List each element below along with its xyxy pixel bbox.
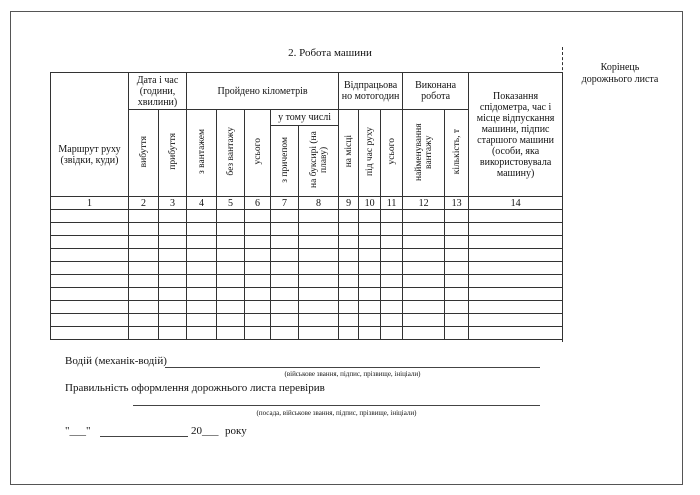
table-cell[interactable]: [299, 223, 339, 236]
table-cell[interactable]: [129, 236, 159, 249]
table-cell[interactable]: [129, 275, 159, 288]
table-row: [51, 301, 563, 314]
header-arrival: прибуття: [159, 110, 187, 197]
table-cell[interactable]: [469, 301, 563, 314]
table-row: [51, 275, 563, 288]
table-cell[interactable]: [359, 327, 381, 340]
column-number: 7: [271, 197, 299, 210]
table-cell[interactable]: [217, 301, 245, 314]
table-cell[interactable]: [381, 223, 403, 236]
table-cell[interactable]: [129, 262, 159, 275]
column-numbers-row: [51, 197, 563, 210]
table-cell[interactable]: [359, 314, 381, 327]
work-table: [50, 72, 563, 340]
column-number: 5: [217, 197, 245, 210]
table-cell[interactable]: [217, 262, 245, 275]
header-with-trailer: з причепом: [271, 126, 299, 197]
table-cell[interactable]: [359, 236, 381, 249]
check-caption: (посада, військове звання, підпис, прізвище, ініціали): [256, 409, 417, 417]
table-cell[interactable]: [187, 314, 217, 327]
table-cell[interactable]: [359, 249, 381, 262]
table-cell[interactable]: [217, 223, 245, 236]
table-cell[interactable]: [359, 288, 381, 301]
header-without-cargo: без вантажу: [217, 110, 245, 197]
table-cell[interactable]: [51, 210, 129, 223]
stub-cut-line: [562, 47, 563, 342]
table-cell[interactable]: [299, 275, 339, 288]
table-cell[interactable]: [299, 262, 339, 275]
date-day[interactable]: "___": [65, 425, 91, 437]
table-cell[interactable]: [217, 275, 245, 288]
table-cell[interactable]: [403, 327, 445, 340]
header-km-total: усього: [245, 110, 271, 197]
table-cell[interactable]: [403, 314, 445, 327]
check-signature-line[interactable]: [133, 405, 540, 406]
table-cell[interactable]: [469, 249, 563, 262]
table-cell[interactable]: [51, 288, 129, 301]
table-cell[interactable]: [271, 236, 299, 249]
table-cell[interactable]: [159, 275, 187, 288]
table-cell[interactable]: [129, 223, 159, 236]
table-cell[interactable]: [51, 314, 129, 327]
header-while-moving: під час руху: [359, 110, 381, 197]
table-cell[interactable]: [271, 249, 299, 262]
column-number: 2: [129, 197, 159, 210]
table-cell[interactable]: [159, 301, 187, 314]
table-cell[interactable]: [217, 210, 245, 223]
table-cell[interactable]: [299, 288, 339, 301]
header-on-site: на місці: [339, 110, 359, 197]
table-cell[interactable]: [381, 301, 403, 314]
table-cell[interactable]: [129, 314, 159, 327]
table-cell[interactable]: [187, 236, 217, 249]
column-number: 1: [51, 197, 129, 210]
table-cell[interactable]: [469, 262, 563, 275]
table-cell[interactable]: [271, 223, 299, 236]
table-cell[interactable]: [403, 210, 445, 223]
table-cell[interactable]: [51, 249, 129, 262]
table-cell[interactable]: [245, 249, 271, 262]
table-cell[interactable]: [445, 327, 469, 340]
table-cell[interactable]: [445, 262, 469, 275]
table-cell[interactable]: [51, 262, 129, 275]
driver-signature-line[interactable]: [165, 367, 540, 368]
column-number: 4: [187, 197, 217, 210]
table-cell[interactable]: [445, 223, 469, 236]
table-cell[interactable]: [403, 249, 445, 262]
table-cell[interactable]: [245, 236, 271, 249]
table-cell[interactable]: [339, 288, 359, 301]
table-cell[interactable]: [299, 314, 339, 327]
table-cell[interactable]: [129, 327, 159, 340]
column-number: 11: [381, 197, 403, 210]
stub-label: Корінець дорожнього листа: [581, 62, 659, 85]
table-cell[interactable]: [217, 236, 245, 249]
table-cell[interactable]: [159, 210, 187, 223]
table-cell[interactable]: [403, 301, 445, 314]
table-cell[interactable]: [51, 223, 129, 236]
driver-caption: (військове звання, підпис, прізвище, ініціали): [284, 370, 421, 378]
table-cell[interactable]: [217, 314, 245, 327]
header-speedometer: Показання спідометра, час і місце відпускання машини, підпис старшого машини (особи, яка використовувала машину): [469, 73, 563, 197]
header-quantity: кількість, т: [445, 110, 469, 197]
table-cell[interactable]: [129, 288, 159, 301]
table-cell[interactable]: [217, 288, 245, 301]
table-cell[interactable]: [245, 275, 271, 288]
table-cell[interactable]: [271, 275, 299, 288]
table-cell[interactable]: [271, 327, 299, 340]
table-cell[interactable]: [271, 301, 299, 314]
header-cargo-name: найменування вантажу: [403, 110, 445, 197]
table-cell[interactable]: [339, 314, 359, 327]
table-cell[interactable]: [339, 249, 359, 262]
table-cell[interactable]: [445, 314, 469, 327]
table-cell[interactable]: [403, 275, 445, 288]
table-cell[interactable]: [245, 301, 271, 314]
table-cell[interactable]: [381, 288, 403, 301]
table-cell[interactable]: [339, 327, 359, 340]
table-cell[interactable]: [187, 223, 217, 236]
table-cell[interactable]: [445, 301, 469, 314]
table-cell[interactable]: [445, 288, 469, 301]
table-cell[interactable]: [403, 236, 445, 249]
table-cell[interactable]: [469, 327, 563, 340]
table-cell[interactable]: [339, 210, 359, 223]
column-number: 3: [159, 197, 187, 210]
table-cell[interactable]: [445, 249, 469, 262]
column-number: 8: [299, 197, 339, 210]
table-cell[interactable]: [217, 249, 245, 262]
table-cell[interactable]: [187, 327, 217, 340]
table-cell[interactable]: [359, 262, 381, 275]
table-row: [51, 249, 563, 262]
table-cell[interactable]: [381, 236, 403, 249]
table-cell[interactable]: [159, 249, 187, 262]
table-cell[interactable]: [381, 210, 403, 223]
table-cell[interactable]: [403, 288, 445, 301]
table-cell[interactable]: [381, 327, 403, 340]
table-cell[interactable]: [51, 275, 129, 288]
header-with-cargo: з вантажем: [187, 110, 217, 197]
table-cell[interactable]: [381, 314, 403, 327]
table-cell[interactable]: [299, 210, 339, 223]
table-cell[interactable]: [339, 262, 359, 275]
table-cell[interactable]: [187, 210, 217, 223]
empty-rows: [51, 210, 563, 340]
table-cell[interactable]: [381, 275, 403, 288]
table-cell[interactable]: [245, 210, 271, 223]
table-cell[interactable]: [217, 327, 245, 340]
table-cell[interactable]: [271, 314, 299, 327]
table-cell[interactable]: [129, 210, 159, 223]
table-cell[interactable]: [245, 327, 271, 340]
table-cell[interactable]: [129, 301, 159, 314]
table-cell[interactable]: [187, 262, 217, 275]
table-cell[interactable]: [339, 301, 359, 314]
table-cell[interactable]: [159, 288, 187, 301]
table-cell[interactable]: [469, 223, 563, 236]
table-cell[interactable]: [299, 327, 339, 340]
table-row: [51, 327, 563, 340]
table-cell[interactable]: [445, 210, 469, 223]
column-number: 14: [469, 197, 563, 210]
table-cell[interactable]: [187, 249, 217, 262]
table-cell[interactable]: [445, 275, 469, 288]
table-cell[interactable]: [403, 262, 445, 275]
date-month-line[interactable]: [100, 436, 188, 437]
table-row: [51, 236, 563, 249]
column-number: 12: [403, 197, 445, 210]
table-cell[interactable]: [271, 288, 299, 301]
table-cell[interactable]: [381, 262, 403, 275]
table-cell[interactable]: [159, 327, 187, 340]
table-cell[interactable]: [159, 236, 187, 249]
header-date-time: Дата і час (години, хвилини): [129, 73, 187, 110]
column-number: 6: [245, 197, 271, 210]
table-cell[interactable]: [445, 236, 469, 249]
column-number: 13: [445, 197, 469, 210]
table-cell[interactable]: [159, 223, 187, 236]
header-route: Маршрут руху (звідки, куди): [51, 73, 129, 197]
table-cell[interactable]: [403, 223, 445, 236]
table-cell[interactable]: [299, 236, 339, 249]
table-row: [51, 262, 563, 275]
table-cell[interactable]: [339, 236, 359, 249]
table-cell[interactable]: [187, 301, 217, 314]
table-cell[interactable]: [359, 210, 381, 223]
table-cell[interactable]: [299, 301, 339, 314]
table-cell[interactable]: [245, 314, 271, 327]
column-number: 9: [339, 197, 359, 210]
check-label: Правильність оформлення дорожнього листа перевірив: [65, 382, 325, 394]
table-cell[interactable]: [51, 327, 129, 340]
table-cell[interactable]: [359, 223, 381, 236]
table-cell[interactable]: [159, 314, 187, 327]
table-cell[interactable]: [381, 249, 403, 262]
table-cell[interactable]: [187, 275, 217, 288]
table-cell[interactable]: [469, 210, 563, 223]
table-cell[interactable]: [245, 262, 271, 275]
table-cell[interactable]: [129, 249, 159, 262]
date-year[interactable]: 20___: [191, 425, 219, 437]
table-cell[interactable]: [51, 301, 129, 314]
table-cell[interactable]: [245, 288, 271, 301]
table-cell[interactable]: [187, 288, 217, 301]
table-cell[interactable]: [469, 236, 563, 249]
header-km-driven: Пройдено кілометрів: [187, 73, 339, 110]
table-row: [51, 314, 563, 327]
table-cell[interactable]: [159, 262, 187, 275]
table-cell[interactable]: [359, 301, 381, 314]
driver-label: Водій (механік-водій): [65, 355, 167, 367]
column-number: 10: [359, 197, 381, 210]
table-cell[interactable]: [245, 223, 271, 236]
header-departure: вибуття: [129, 110, 159, 197]
table-cell[interactable]: [469, 288, 563, 301]
table-cell[interactable]: [51, 236, 129, 249]
table-cell[interactable]: [339, 223, 359, 236]
table-row: [51, 288, 563, 301]
table-cell[interactable]: [469, 275, 563, 288]
header-work-done: Виконана робота: [403, 73, 469, 110]
header-on-tow: на буксирі (на плаву): [299, 126, 339, 197]
section-title: 2. Робота машини: [288, 47, 372, 59]
table-row: [51, 223, 563, 236]
table-cell[interactable]: [271, 262, 299, 275]
table-row: [51, 210, 563, 223]
table-cell[interactable]: [469, 314, 563, 327]
date-year-suffix: року: [225, 425, 247, 437]
table-cell[interactable]: [299, 249, 339, 262]
header-engine-hours: Відпрацьова но мотогодин: [339, 73, 403, 110]
header-hours-total: усього: [381, 110, 403, 197]
table-cell[interactable]: [339, 275, 359, 288]
table-cell[interactable]: [271, 210, 299, 223]
header-including: у тому числі: [271, 110, 339, 126]
table-cell[interactable]: [359, 275, 381, 288]
